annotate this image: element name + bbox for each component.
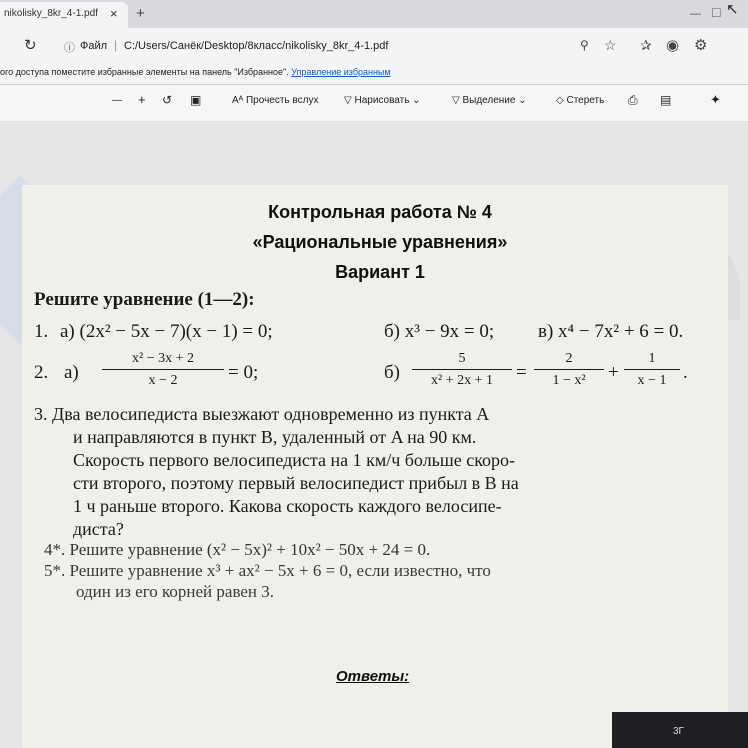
instruction: Решите уравнение (1—2): <box>34 289 255 310</box>
zoom-out-button[interactable]: — <box>112 95 122 106</box>
address-scheme-label[interactable]: Файл <box>80 40 108 52</box>
save-icon[interactable]: ▤ <box>660 93 672 107</box>
maximize-icon[interactable]: □ <box>712 4 721 20</box>
task-3-line: сти второго, поэтому первый велосипедист прибыл в B на <box>73 473 519 493</box>
tab-close-icon[interactable]: × <box>110 6 118 21</box>
variant-label: Вариант 1 <box>335 262 425 282</box>
info-icon[interactable]: ⓘ <box>64 42 75 54</box>
task-1b: б) x³ − 9x = 0; <box>384 321 495 342</box>
zoom-in-button[interactable]: + <box>138 92 146 107</box>
task-2b-f3-denominator: x − 1 <box>637 373 667 388</box>
task-5-line: один из его корней равен 3. <box>76 582 275 601</box>
print-icon[interactable]: ⎙ <box>628 93 638 107</box>
task-1-number: 1. <box>34 321 49 342</box>
eraser-icon: ◇ <box>556 95 567 106</box>
fraction-bar <box>534 369 604 370</box>
answers-heading: Ответы: <box>336 668 410 685</box>
task-3-line: 1 ч раньше второго. Какова скорость каждого велосипе- <box>73 496 502 516</box>
document-subtitle: «Рациональные уравнения» <box>252 232 508 252</box>
minimize-icon[interactable]: — <box>690 8 701 20</box>
highlight-button[interactable]: ▽ Выделение ⌄ <box>452 95 527 106</box>
task-2b-f1-denominator: x² + 2x + 1 <box>431 373 493 388</box>
task-2b-f3-numerator: 1 <box>648 351 656 366</box>
read-aloud-button[interactable]: Aᴬ Прочесть вслух <box>232 95 319 106</box>
task-1a: а) (2x² − 5x − 7)(x − 1) = 0; <box>60 321 273 342</box>
task-2-number: 2. <box>34 362 49 383</box>
taskbar-corner-label[interactable]: 3Г <box>673 726 684 737</box>
refresh-icon[interactable]: ↻ <box>24 37 37 54</box>
extensions-icon[interactable]: ⚙ <box>694 37 708 54</box>
manage-favorites-link[interactable]: Управление избранным <box>291 67 391 77</box>
new-tab-icon[interactable]: + <box>136 5 145 22</box>
task-4: 4*. Решите уравнение (x² − 5x)² + 10x² − 50x + 24 = 0. <box>44 540 431 559</box>
draw-button[interactable]: ▽ Нарисовать ⌄ <box>344 95 421 106</box>
task-2b-label: б) <box>384 362 400 383</box>
erase-button[interactable]: ◇ Стереть <box>556 95 605 106</box>
task-2a-numerator: x² − 3x + 2 <box>132 351 194 366</box>
task-2b-end: . <box>683 362 688 383</box>
task-2b-equals: = <box>516 362 527 383</box>
mouse-cursor-icon: ↖ <box>726 1 739 18</box>
task-3-line: Скорость первого велосипедиста на 1 км/ч больше скоро- <box>73 450 516 470</box>
profile-icon[interactable]: ◉ <box>666 37 680 54</box>
tab-title[interactable]: nikolisky_8kr_4-1.pdf <box>4 8 98 19</box>
read-aloud-icon: Aᴬ <box>232 95 246 106</box>
favorites-icon[interactable]: ✰ <box>640 37 652 53</box>
task-2b-f1-numerator: 5 <box>458 351 466 366</box>
page-view-icon[interactable]: ▣ <box>190 93 202 107</box>
highlight-icon: ▽ <box>452 95 463 106</box>
task-2a-denominator: x − 2 <box>148 373 178 388</box>
task-3-line: и направляются в пункт B, удаленный от A на 90 км. <box>73 427 477 447</box>
task-2b-f2-denominator: 1 − x² <box>552 373 586 388</box>
zoom-icon[interactable]: ⚲ <box>580 38 589 52</box>
draw-icon: ▽ <box>344 95 355 106</box>
address-separator: | <box>114 38 118 52</box>
task-3-line: 3. Два велосипедиста выезжают одновременно из пункта A <box>34 404 490 424</box>
task-2a-rhs: = 0; <box>228 362 259 383</box>
fraction-bar <box>624 369 680 370</box>
document-title: Контрольная работа № 4 <box>268 202 492 222</box>
task-3-line: диста? <box>73 519 124 539</box>
task-5-line: 5*. Решите уравнение x³ + ax² − 5x + 6 = 0, если известно, что <box>44 561 491 580</box>
fraction-bar <box>412 369 512 370</box>
task-1c: в) x⁴ − 7x² + 6 = 0. <box>538 321 684 342</box>
star-icon[interactable]: ☆ <box>604 37 617 53</box>
favorites-hint: ого доступа поместите избранные элементы на панель "Избранное". Управление избранным <box>0 67 391 77</box>
task-2b-plus: + <box>608 362 619 383</box>
task-2a-label: а) <box>64 362 79 383</box>
fraction-bar <box>102 369 224 370</box>
address-input[interactable]: C:/Users/Санёк/Desktop/8класс/nikolisky_8kr_4-1.pdf <box>124 40 389 52</box>
task-2b-f2-numerator: 2 <box>565 351 573 366</box>
rotate-icon[interactable]: ↺ <box>162 93 173 107</box>
pin-icon[interactable]: ✦ <box>710 92 721 107</box>
